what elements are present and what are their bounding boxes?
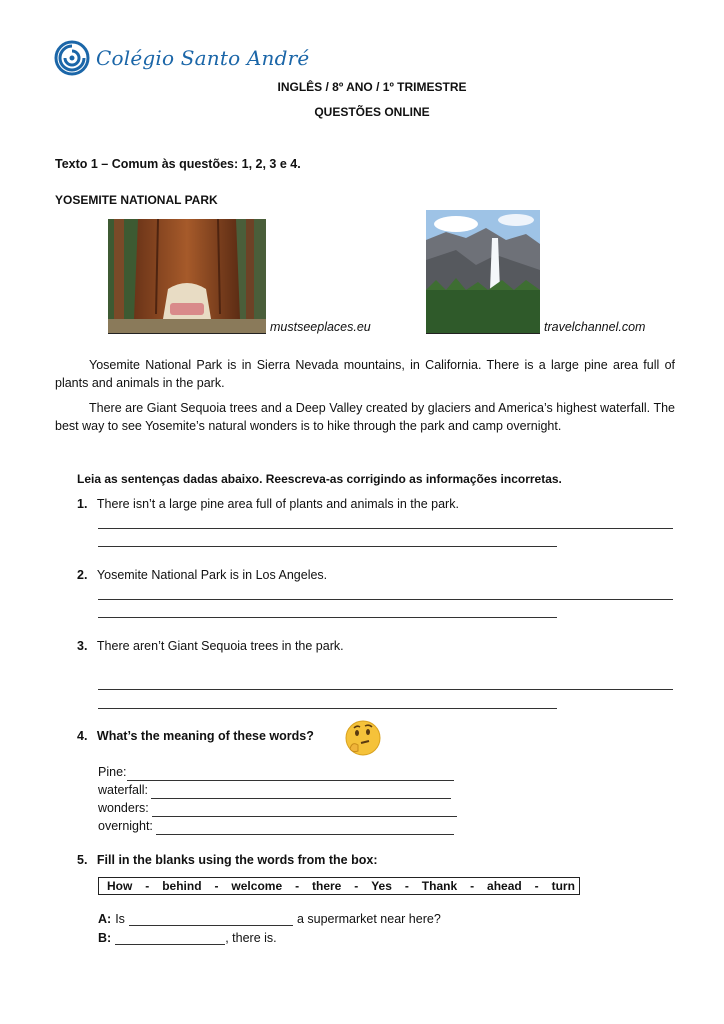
- word-box-separator: -: [214, 879, 219, 893]
- image1-underline: [108, 333, 266, 334]
- header-title: QUESTÕES ONLINE: [314, 105, 430, 119]
- text-title: YOSEMITE NATIONAL PARK: [55, 193, 218, 207]
- swirl-logo-icon: [54, 40, 90, 76]
- word-box-separator: -: [354, 879, 359, 893]
- word-box-item: Yes: [371, 879, 392, 893]
- vocab-row-overnight: overnight:: [98, 817, 457, 835]
- vocab-blank-pine[interactable]: [127, 767, 454, 781]
- vocab-row-wonders: wonders:: [98, 799, 457, 817]
- dialogue-line-b: B: , there is.: [98, 931, 277, 945]
- image2-underline: [426, 333, 540, 334]
- word-box-separator: -: [470, 879, 475, 893]
- word-box-separator: -: [145, 879, 150, 893]
- question-3: 3. There aren’t Giant Sequoia trees in the park.: [77, 639, 344, 653]
- vocab-row-pine: Pine:: [98, 763, 457, 781]
- answer-line-3b[interactable]: [98, 708, 557, 709]
- answer-line-1a[interactable]: [98, 528, 673, 529]
- answer-line-2b[interactable]: [98, 617, 557, 618]
- waterfall-photo: [426, 210, 540, 333]
- word-box-item: turn: [551, 879, 575, 893]
- word-box: [98, 877, 580, 895]
- question-5: 5. Fill in the blanks using the words from the box:: [77, 853, 378, 867]
- thinking-face-emoji-icon: [344, 719, 382, 760]
- image1-caption: mustseeplaces.eu: [270, 320, 371, 334]
- paragraph-2: There are Giant Sequoia trees and a Deep Valley created by glaciers and America’s highest waterfall. The best way to see Yosemite’s natural wonders is to hike through the park and camp overnight.: [55, 401, 675, 433]
- school-logo: [54, 40, 309, 76]
- word-box-item: ahead: [487, 879, 522, 893]
- word-box-item: behind: [162, 879, 202, 893]
- question-2: 2. Yosemite National Park is in Los Angeles.: [77, 568, 328, 582]
- school-name: Colégio Santo André: [96, 46, 310, 70]
- text-intro: Texto 1 – Comum às questões: 1, 2, 3 e 4.: [55, 157, 301, 171]
- word-box-separator: -: [404, 879, 409, 893]
- dialogue-blank-b[interactable]: [115, 932, 225, 945]
- paragraph-1: Yosemite National Park is in Sierra Nevada mountains, in California. There is a large pine area full of plants and animals in the park.: [55, 358, 675, 390]
- vocab-row-waterfall: waterfall:: [98, 781, 457, 799]
- header-subject: INGLÊS / 8º ANO / 1º TRIMESTRE: [277, 80, 467, 94]
- instruction: Leia as sentenças dadas abaixo. Reescreva-as corrigindo as informações incorretas.: [77, 472, 562, 486]
- vocab-blank-wonders[interactable]: [152, 803, 457, 817]
- image2-caption: travelchannel.com: [544, 320, 646, 334]
- answer-line-1b[interactable]: [98, 546, 557, 547]
- word-box-item: there: [312, 879, 342, 893]
- answer-line-3a[interactable]: [98, 689, 673, 690]
- dialogue-line-a: A: Is a supermarket near here?: [98, 912, 441, 926]
- question-4: 4. What’s the meaning of these words?: [77, 729, 314, 743]
- vocab-blank-overnight[interactable]: [156, 821, 454, 835]
- sequoia-tree-photo: [108, 219, 266, 333]
- word-box-item: How: [107, 879, 133, 893]
- question-1: 1. There isn’t a large pine area full of plants and animals in the park.: [77, 497, 459, 511]
- word-box-separator: -: [534, 879, 539, 893]
- word-box-separator: -: [295, 879, 300, 893]
- answer-line-2a[interactable]: [98, 599, 673, 600]
- dialogue-blank-a[interactable]: [129, 913, 293, 926]
- vocab-blank-waterfall[interactable]: [151, 785, 451, 799]
- word-box-item: Thank: [421, 879, 458, 893]
- vocabulary-list: [98, 763, 457, 835]
- word-box-item: welcome: [231, 879, 283, 893]
